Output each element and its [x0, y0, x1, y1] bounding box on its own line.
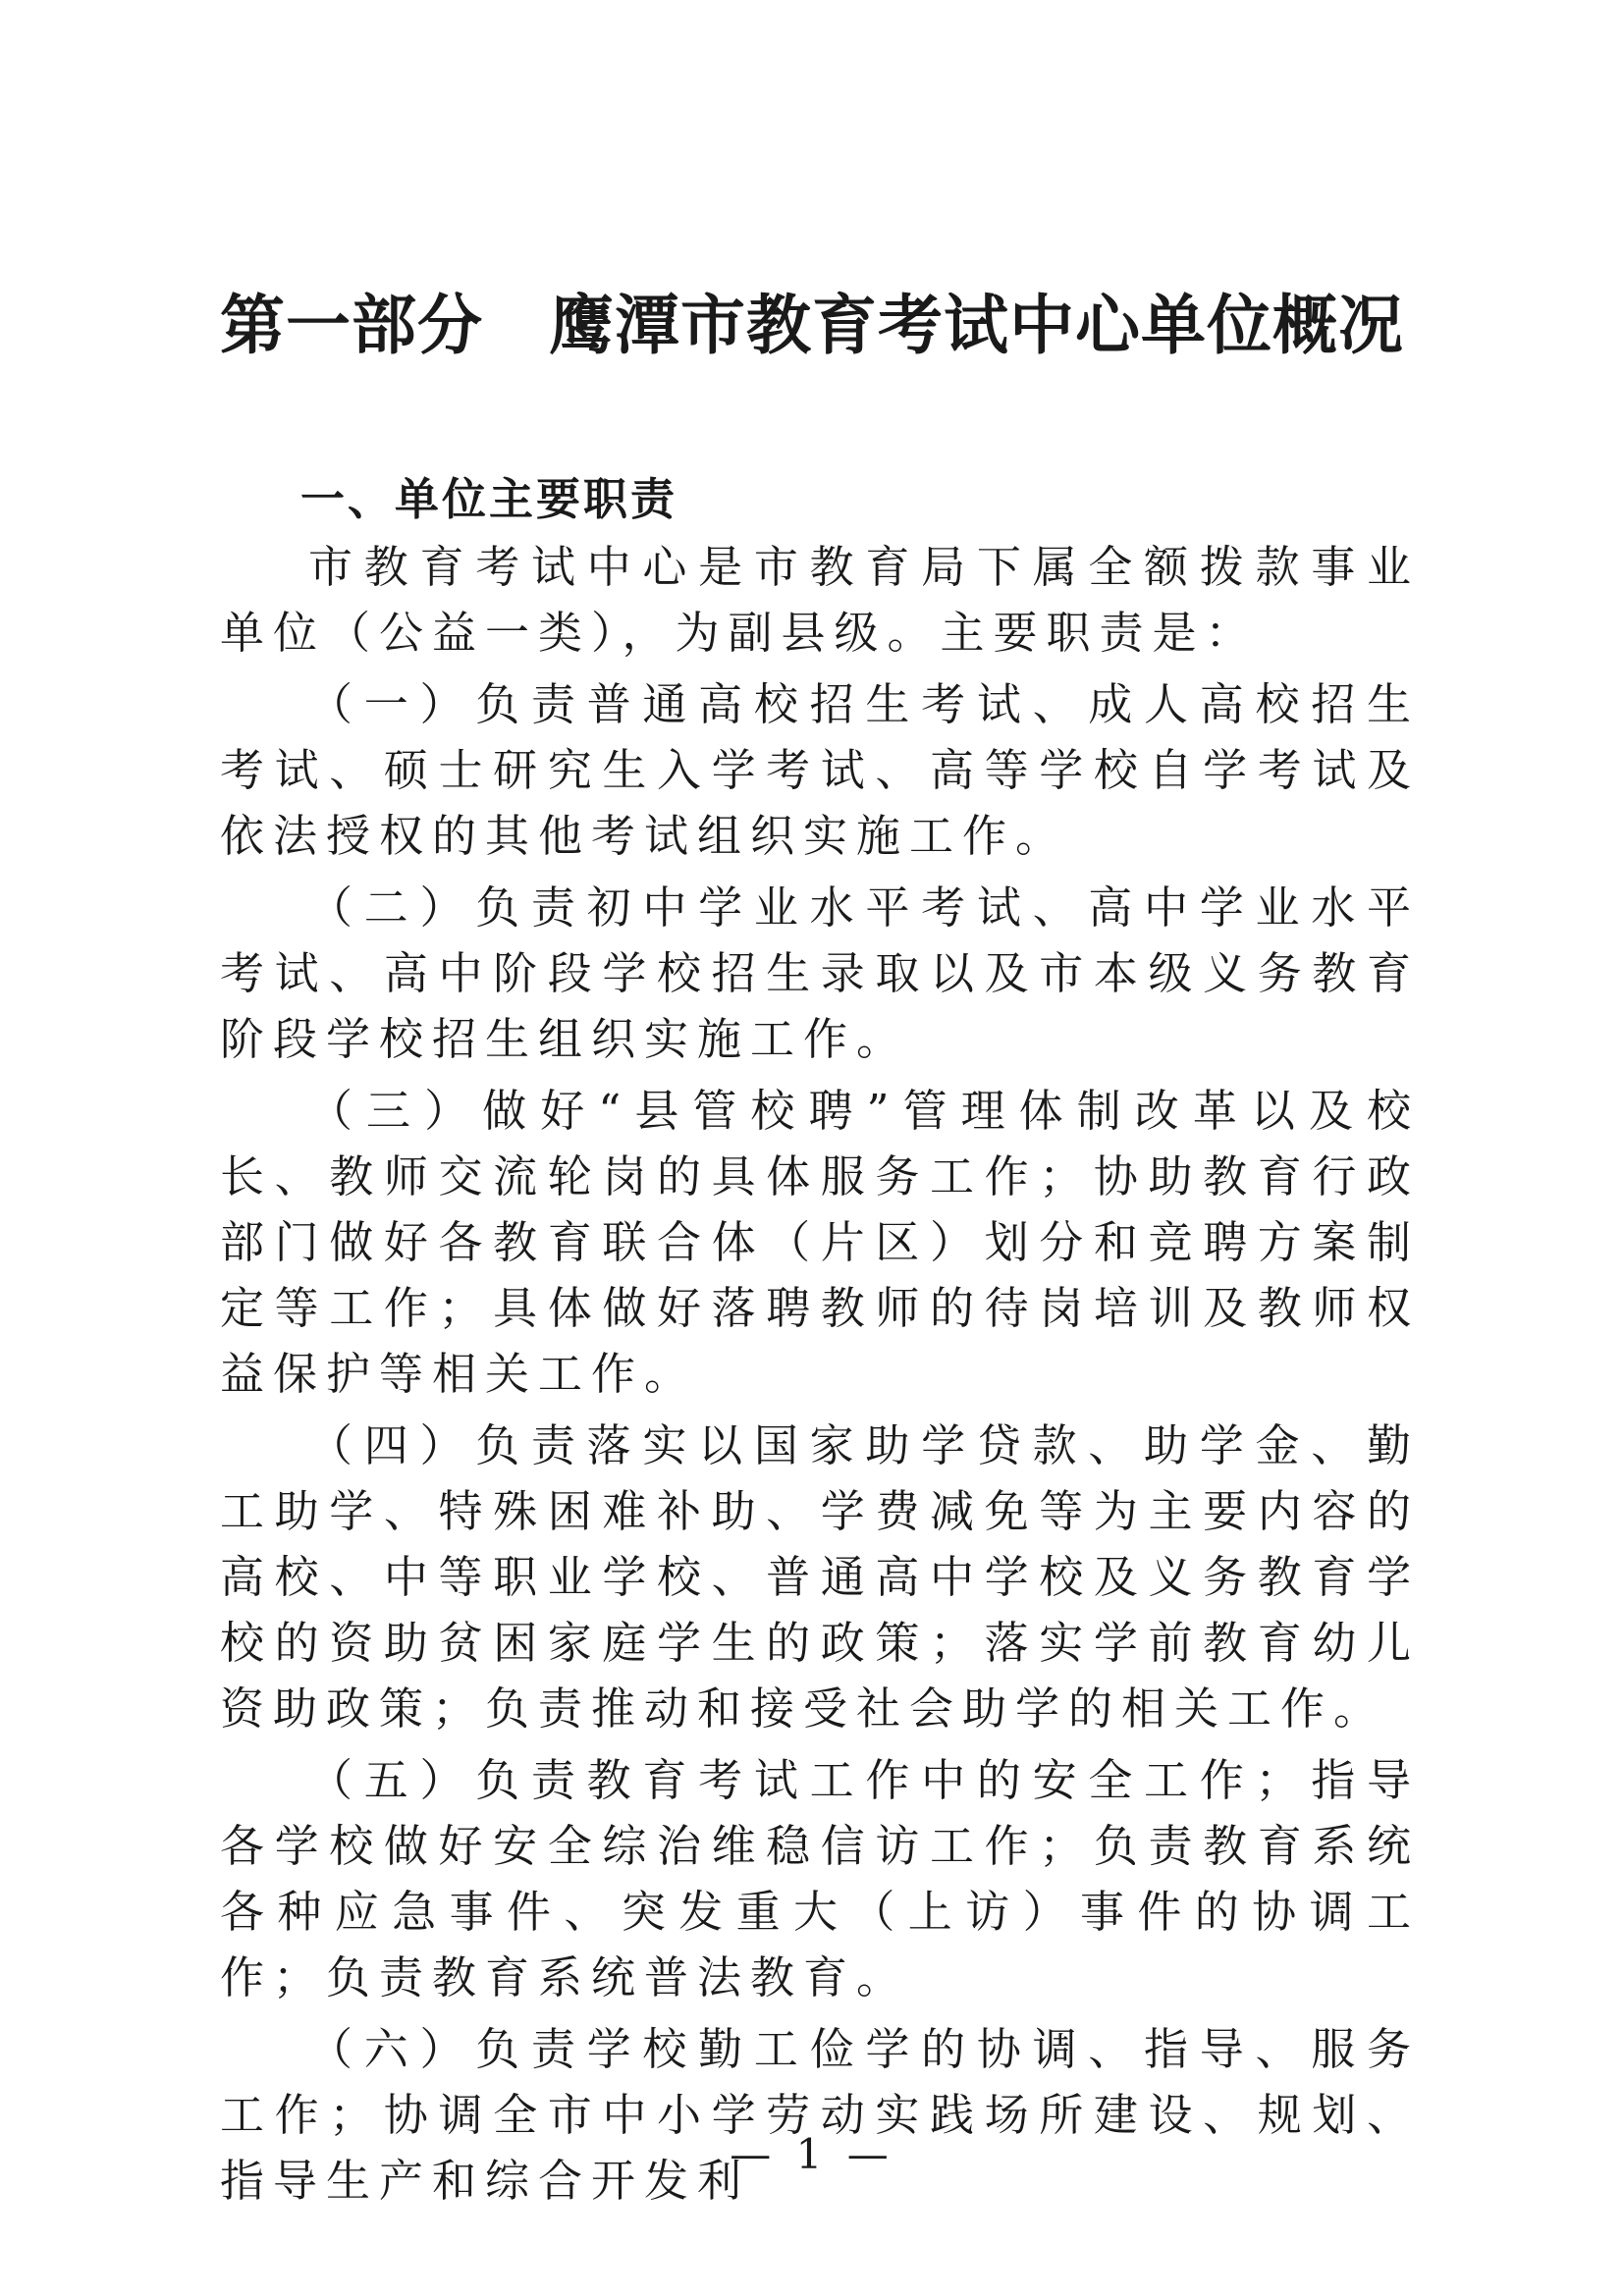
- page-number: — 1 —: [730, 2130, 894, 2178]
- page-title: 第一部分 鹰潭市教育考试中心单位概况: [220, 288, 1404, 363]
- paragraph-duty-1: （一）负责普通高校招生考试、成人高校招生考试、硕士研究生入学考试、高等学校自学考试及依法授权的其他考试组织实施工作。: [220, 678, 1420, 862]
- paragraph-duty-5: （五）负责教育考试工作中的安全工作；指导各学校做好安全综治维稳信访工作；负责教育系统各种应急事件、突发重大（上访）事件的协调工作；负责教育系统普法教育。: [220, 1754, 1420, 2003]
- paragraph-duty-2: （二）负责初中学业水平考试、高中学业水平考试、高中阶段学校招生录取以及市本级义务教育阶段学校招生组织实施工作。: [220, 881, 1420, 1065]
- document-body: [220, 466, 1420, 2219]
- paragraph-intro: 市教育考试中心是市教育局下属全额拨款事业单位（公益一类），为副县级。主要职责是：: [220, 541, 1420, 659]
- paragraph-duty-4: （四）负责落实以国家助学贷款、助学金、勤工助学、特殊困难补助、学费减免等为主要内容的高校、中等职业学校、普通高中学校及义务教育学校的资助贫困家庭学生的政策；落实学前教育幼儿资助政策；负责推动和接受社会助学的相关工作。: [220, 1419, 1420, 1735]
- paragraph-duty-6: （六）负责学校勤工俭学的协调、指导、服务工作；协调全市中小学劳动实践场所建设、规划、指导生产和综合开发利: [220, 2023, 1420, 2207]
- section-heading: 一、单位主要职责: [300, 473, 678, 525]
- paragraph-duty-3: （三）做好“县管校聘”管理体制改革以及校长、教师交流轮岗的具体服务工作；协助教育行政部门做好各教育联合体（片区）划分和竞聘方案制定等工作；具体做好落聘教师的待岗培训及教师权益保护等相关工作。: [220, 1085, 1420, 1400]
